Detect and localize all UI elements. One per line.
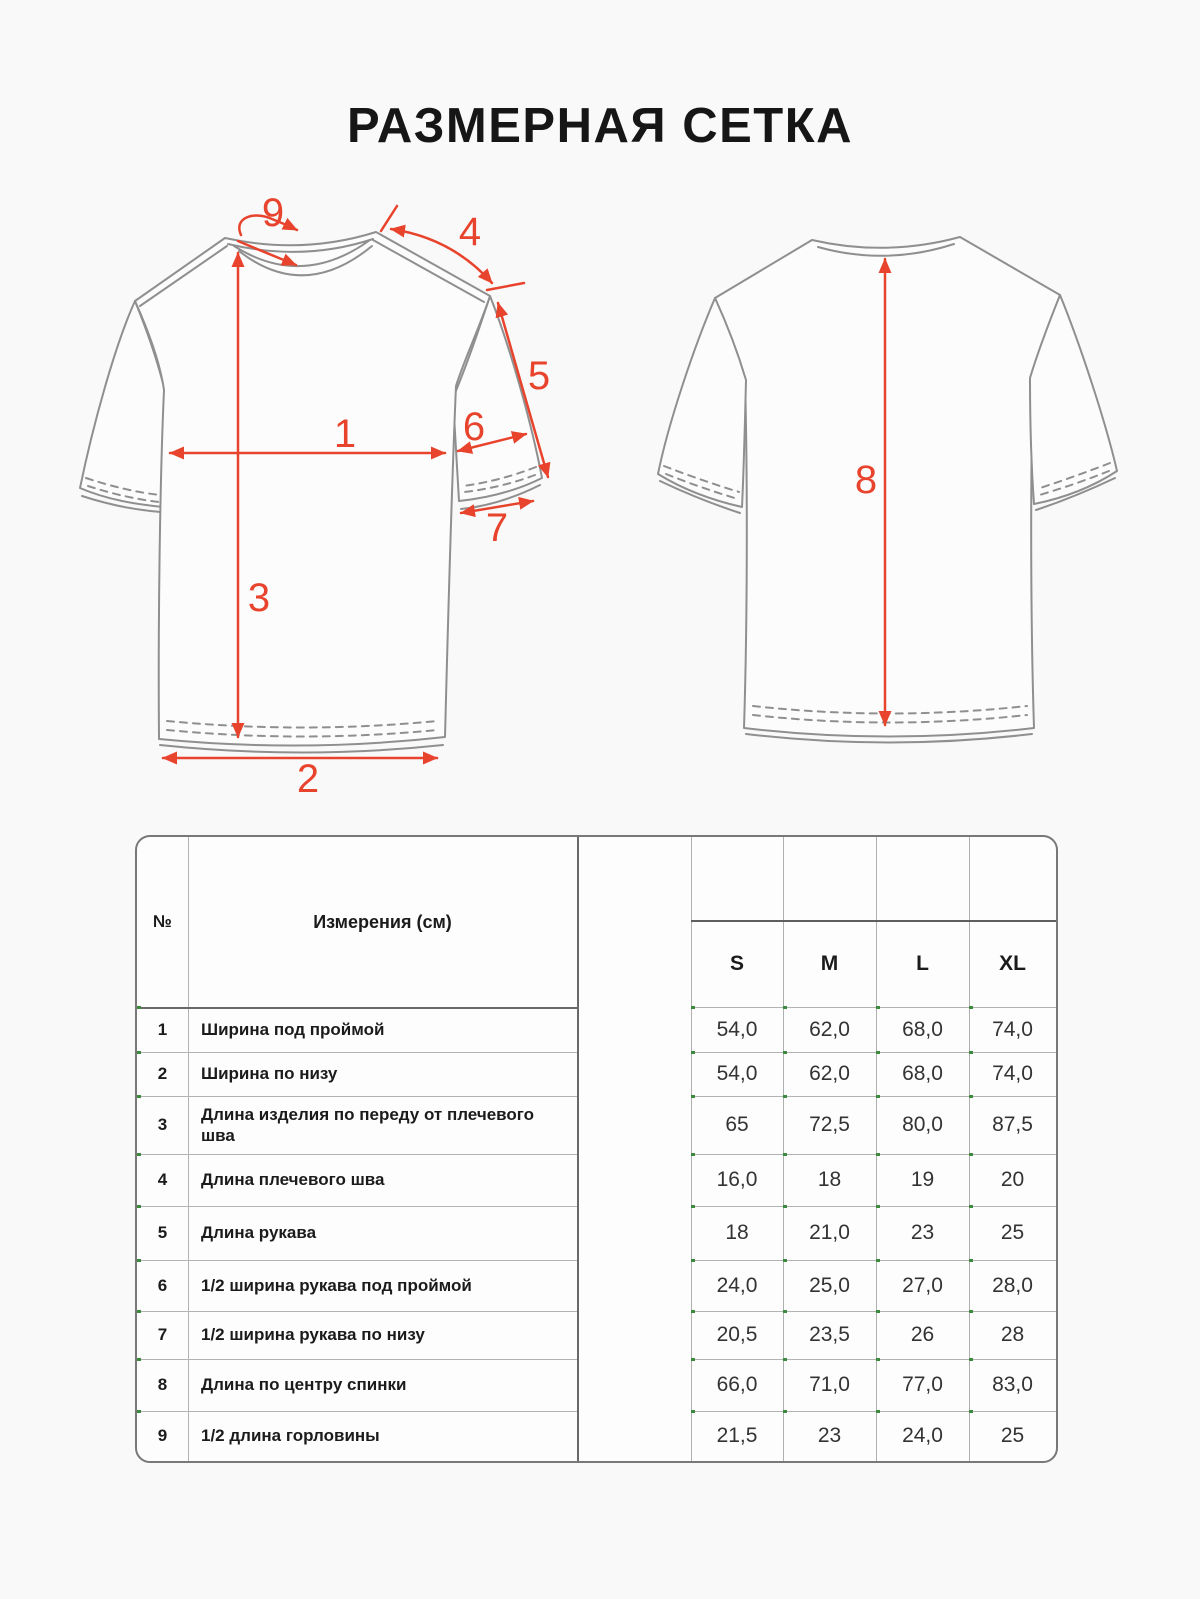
size-value-cell: 74,0 — [992, 1062, 1033, 1085]
size-value-cell: 54,0 — [716, 1062, 758, 1085]
size-value-cell: 24,0 — [902, 1424, 943, 1447]
marker-label-8: 8 — [854, 458, 878, 502]
size-value-cell: 23 — [910, 1221, 935, 1244]
size-value-cell: 28,0 — [992, 1273, 1033, 1297]
size-value-cell: 21,5 — [716, 1424, 758, 1447]
size-value-cell: 66,0 — [716, 1373, 758, 1396]
size-value-cell: 71,0 — [809, 1373, 850, 1396]
row-number-cell: 9 — [157, 1426, 168, 1445]
size-value-cell: 24,0 — [716, 1273, 758, 1297]
marker-label-1: 1 — [333, 412, 357, 456]
marker-label-9: 9 — [261, 191, 285, 235]
size-value-cell: 27,0 — [902, 1273, 943, 1297]
size-value-cell: 62,0 — [809, 1017, 850, 1041]
tick-collar — [381, 206, 397, 231]
size-value-cell: 18 — [725, 1221, 749, 1244]
marker-label-2: 2 — [296, 757, 320, 801]
measurement-label-cell: Ширина по низу — [201, 1064, 338, 1084]
measurement-label-cell: 1/2 ширина рукава под проймой — [201, 1275, 472, 1295]
row-number-cell: 5 — [157, 1223, 168, 1242]
measurement-label-cell: Ширина под проймой — [201, 1019, 385, 1039]
row-number-cell: 3 — [157, 1115, 168, 1134]
size-value-cell: 68,0 — [902, 1062, 943, 1085]
size-value-cell: 20 — [1000, 1168, 1025, 1191]
marker-label-5: 5 — [527, 354, 551, 398]
size-value-cell: 21,0 — [809, 1221, 850, 1244]
size-value-cell: 25 — [1000, 1221, 1025, 1244]
size-value-cell: 25,0 — [809, 1273, 850, 1297]
table-header-size-xl: XL — [999, 951, 1026, 975]
table-header-size-s: S — [729, 951, 744, 975]
measurement-label-cell: Длина плечевого шва — [201, 1170, 385, 1190]
size-value-cell: 20,5 — [716, 1323, 758, 1346]
size-value-cell: 16,0 — [716, 1168, 758, 1191]
size-value-cell: 26 — [910, 1323, 935, 1346]
measurement-label-cell: Длина по центру спинки — [201, 1375, 407, 1395]
marker-label-3: 3 — [247, 576, 271, 620]
size-value-cell: 87,5 — [992, 1113, 1033, 1136]
size-value-cell: 72,5 — [809, 1113, 850, 1136]
size-value-cell: 28 — [1000, 1323, 1025, 1346]
page-title: РАЗМЕРНАЯ СЕТКА — [346, 99, 854, 153]
size-value-cell: 25 — [1000, 1424, 1025, 1447]
measurement-label-cell: 1/2 ширина рукава по низу — [201, 1325, 425, 1345]
size-table — [135, 835, 1058, 1463]
back-body — [715, 237, 1060, 737]
table-header-measure: Измерения (см) — [313, 911, 452, 932]
table-header-size-l: L — [916, 951, 929, 975]
measurement-label-cell: Длина изделия по переду от плечевого шва — [201, 1104, 535, 1145]
size-value-cell: 54,0 — [716, 1017, 758, 1041]
size-value-cell: 83,0 — [992, 1373, 1033, 1396]
size-value-cell: 19 — [910, 1168, 935, 1191]
size-value-cell: 62,0 — [809, 1062, 850, 1085]
size-value-cell: 80,0 — [902, 1113, 943, 1136]
size-value-cell: 23,5 — [809, 1323, 850, 1346]
marker-label-4: 4 — [458, 210, 482, 254]
row-number-cell: 4 — [157, 1170, 168, 1189]
row-number-cell: 1 — [157, 1019, 168, 1039]
row-number-cell: 6 — [157, 1275, 168, 1295]
size-value-cell: 23 — [817, 1424, 842, 1447]
marker-label-6: 6 — [462, 405, 486, 449]
front-tshirt-drawing — [80, 232, 542, 753]
marker-label-7: 7 — [485, 506, 509, 550]
table-header-size-m: M — [820, 951, 839, 975]
back-tshirt-drawing — [658, 237, 1117, 743]
measurement-label-cell: 1/2 длина горловины — [201, 1426, 380, 1446]
size-value-cell: 68,0 — [902, 1017, 943, 1041]
measurement-label-cell: Длина рукава — [201, 1223, 317, 1243]
row-number-cell: 7 — [157, 1325, 168, 1344]
row-number-cell: 2 — [157, 1064, 168, 1083]
size-value-cell: 18 — [817, 1168, 842, 1191]
size-value-cell: 65 — [725, 1113, 749, 1136]
row-number-cell: 8 — [157, 1375, 168, 1394]
size-value-cell: 74,0 — [992, 1017, 1033, 1041]
table-header-num: № — [153, 912, 172, 931]
front-body — [135, 232, 490, 746]
size-value-cell: 77,0 — [902, 1373, 943, 1396]
